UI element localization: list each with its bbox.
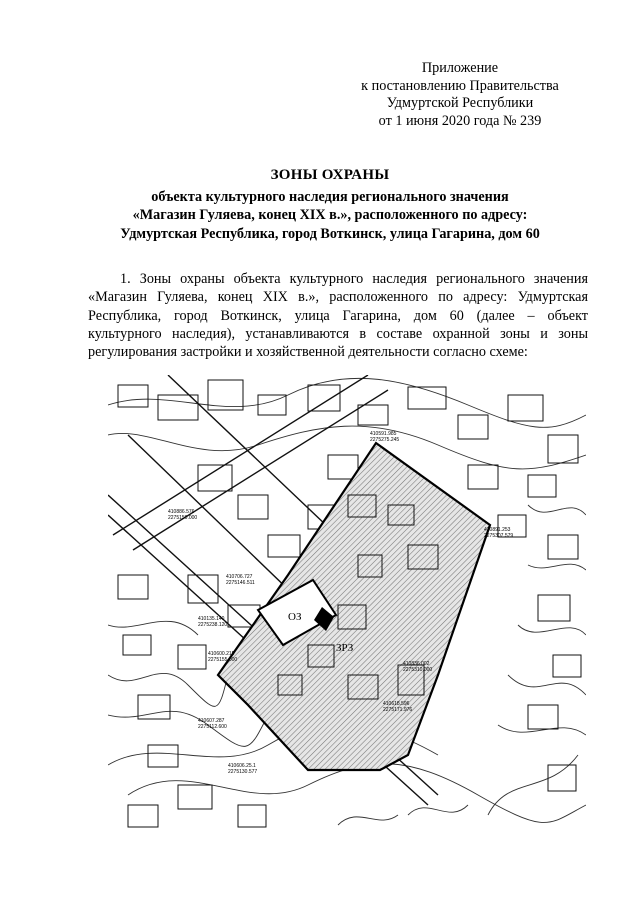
coord-label: 2275275.245 [370,437,400,443]
appendix-header [330,60,590,130]
coord-label: 2275310.000 [403,667,433,673]
coord-label: 2275112.600 [198,724,227,730]
coord-label: 410135.140 [198,616,225,622]
protection-zones-map [108,375,586,837]
coord-label: 2275146.511 [226,580,255,586]
title-line-2: «Магазин Гуляева, конец XIX в.», расположенного по адресу: [132,207,528,223]
coord-label: 410836.002 [403,661,430,667]
coord-label: 410607.287 [198,718,225,724]
coord-label: 410618.596 [383,701,410,707]
paragraph-line-2: «Магазин Гуляева, конец XIX в.», расположенного по адресу: Удмуртская [88,289,588,306]
coord-label: 2275307.579 [484,533,514,539]
oz-zone-label: ОЗ [288,611,302,623]
appendix-label: Приложение [421,60,499,76]
coord-label: 2275171.976 [383,707,413,713]
coord-label: 2275130.577 [228,769,258,775]
title-line-1: объекта культурного наследия регионального значения [151,188,509,205]
title-main: ЗОНЫ ОХРАНЫ [270,167,390,183]
document-title [60,166,600,243]
coord-label: 410891.253 [484,527,511,533]
appendix-decree: к постановлению Правительства [361,77,559,94]
coord-label: 2275150.000 [168,515,198,521]
coord-label: 2275238.120 [198,622,228,628]
coord-label: 410591.985 [370,431,397,437]
coord-label: 2275155.000 [208,657,238,663]
paragraph-line-3: Республика, город Воткинск, улица Гагарина, дом 60 (далее – объект [88,307,588,324]
zrz-zone-label: ЗРЗ [336,642,354,654]
appendix-government: Удмуртской Республики [386,95,534,111]
coord-label: 410600.215 [208,651,235,657]
title-line-3: Удмуртская Республика, город Воткинск, улица Гагарина, дом 60 [120,225,540,242]
paragraph-line-5: регулирования застройки и хозяйственной деятельности согласно схеме: [88,344,528,361]
body-paragraph [88,270,588,361]
paragraph-line-1: 1. Зоны охраны объекта культурного наследия регионального значения [120,271,588,287]
coord-label: 410706.727 [226,574,253,580]
coord-label: 410886.576 [168,509,195,515]
paragraph-line-4: культурного наследия), устанавливаются в составе охранной зоны и зоны [88,325,588,342]
coord-label: 410606.25.1 [228,763,256,769]
appendix-date: от 1 июня 2020 года № 239 [378,112,542,129]
